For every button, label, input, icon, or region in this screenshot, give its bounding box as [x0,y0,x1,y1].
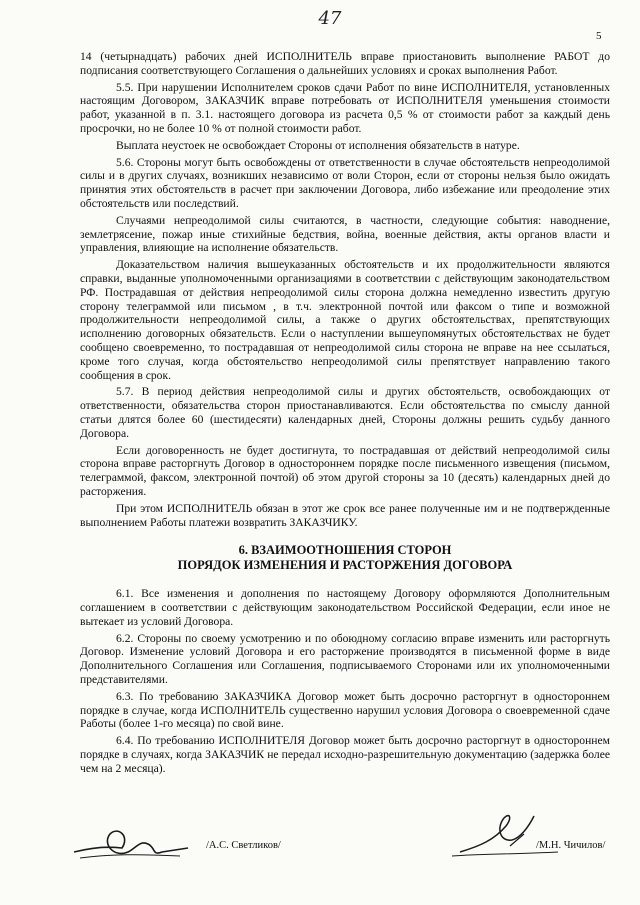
paragraph: 6.2. Стороны по своему усмотрению и по обоюдному согласию вправе изменить или расторгнуть Договор. Изменение условий Договора и его расторжение производятся в письменной форме в виде Дополнительного Соглашения или Соглашения, подписываемого Сторонами или их уполномоченными представителями. [80,631,610,687]
paragraph: 5.6. Стороны могут быть освобождены от ответственности в случае обстоятельств непреодолимой силы и в других случаях, возникших независимо от воли Сторон, если от стороны нельзя было ожидать принятия этих обстоятельств в расчет при заключении Договора, либо избежание или преодоление этих обстоятельств или последствий. [80,155,610,210]
paragraph: Доказательством наличия вышеуказанных обстоятельств и их продолжительности являются справки, выданные уполномоченными организациями в соответствии с действующим законодательством РФ. Пострадавшая от действия непреодолимой силы сторона должна немедленно известить другую сторону телеграммой или письмом , в т.ч. электронной почтой или факсом о типе и возможной продолжительности непреодолимой силы, а также о других обстоятельствах, препятствующих исполнению договорных обязательств. Если о наступлении вышеупомянутых обстоятельствах не будет сообщено своевременно, то пострадавшая от непреодолимой силы сторона не вправе на нее ссылаться, кроме того случая, когда обстоятельство непреодолимой силы препятствует направлению такого сообщения в срок. [80,258,610,382]
paragraph: 5.5. При нарушении Исполнителем сроков сдачи Работ по вине ИСПОЛНИТЕЛЯ, установленных настоящим Договором, ЗАКАЗЧИК вправе потребовать от ИСПОЛНИТЕЛЯ уменьшения стоимости работ, указанной в п. 3.1. настоящего договора из расчета 0,5 % от стоимости работ за каждый день просрочки, но не более 10 % от полной стоимости работ. [80,80,610,135]
clauses-section-6 [80,587,610,775]
paragraph: При этом ИСПОЛНИТЕЛЬ обязан в этот же срок все ранее полученные им и не подтвержденные выполнением Работы платежи возвратить ЗАКАЗЧИКУ. [80,501,610,529]
paragraph: 6.3. По требованию ЗАКАЗЧИКА Договор может быть досрочно расторгнут в одностороннем порядке в случае, когда ИСПОЛНИТЕЛЬ существенно нарушил условия Договора о своевременной сдаче Работы (более 1-го месяца) по свой вине. [80,689,610,731]
paragraph: 6.4. По требованию ИСПОЛНИТЕЛЯ Договор может быть досрочно расторгнут в одностороннем порядке в случаях, когда ЗАКАЗЧИК не передал исходно-разрешительную документацию (задержка более чем на 2 месяца). [80,734,610,775]
handwritten-sheet-number: 47 [318,8,342,29]
paragraph: Если договоренность не будет достигнута, то пострадавшая от действий непреодолимой силы сторона вправе расторгнуть Договор в одностороннем порядке после письменного извещения (письмом, телеграммой, факсом, электронной почтой) об этом другой стороны за 10 (десять) календарных дней до расторжения. [80,443,610,498]
signatory-left-name: /А.С. Светликов/ [206,840,281,851]
signature-left-icon [70,818,190,868]
signature-block [70,818,630,878]
page-number: 5 [596,30,602,42]
signature-right-icon [450,806,560,866]
section-heading-line-1: 6. ВЗАИМООТНОШЕНИЯ СТОРОН [238,543,452,558]
clauses-section-5 [80,50,610,529]
signatory-right-name: /М.Н. Чичилов/ [536,840,606,851]
paragraph: Выплата неустоек не освобождает Стороны от исполнения обязательств в натуре. [116,138,520,152]
paragraph: 5.7. В период действия непреодолимой силы и других обстоятельств, освобождающих от ответственности, обязательства сторон приостанавливаются. Если обстоятельства по смыслу данной статьи длятся более 60 (шестидесяти) календарных дней, Стороны должны решить судьбу данного Договора. [80,385,610,440]
paragraph: 6.1. Все изменения и дополнения по настоящему Договору оформляются Дополнительным соглашением в соответствии с действующим законодательством Российской Федерации, если иное не вытекает из условий Договора. [80,587,610,628]
paragraph: Случаями непреодолимой силы считаются, в частности, следующие события: наводнение, землетрясение, пожар иные стихийные бедствия, война, военные действия, акты органов власти и управления, влияющие на исполнение обязательств. [80,213,610,255]
section-heading [80,543,610,573]
paragraph: 14 (четырнадцать) рабочих дней ИСПОЛНИТЕЛЬ вправе приостановить выполнение РАБОТ до подписания соответствующего Соглашения о дальнейших условиях и сроках выполнения Работ. [80,50,610,77]
section-heading-line-2: ПОРЯДОК ИЗМЕНЕНИЯ И РАСТОРЖЕНИЯ ДОГОВОРА [177,558,513,573]
document-body [80,50,610,779]
